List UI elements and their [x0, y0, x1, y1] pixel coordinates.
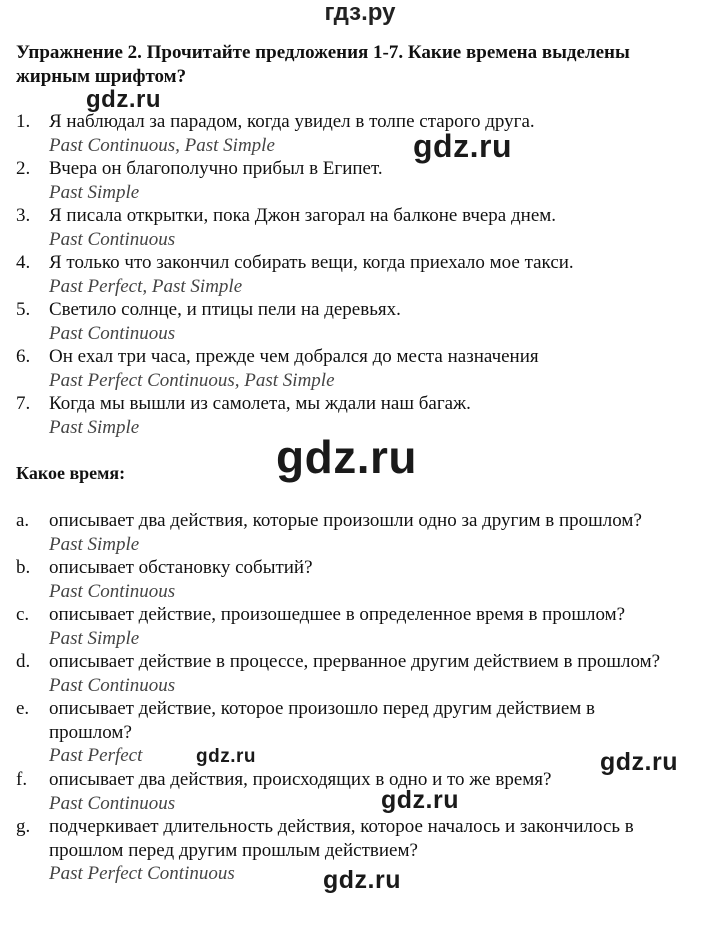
tense-answer: Past Perfect Continuous, Past Simple: [49, 369, 335, 391]
question-item: [16, 556, 712, 603]
question-letter: g.: [16, 816, 31, 837]
tense-answer: Past Simple: [49, 627, 140, 649]
tense-answer: Past Simple: [49, 533, 140, 555]
watermark: gdz.ru: [323, 866, 401, 894]
question-text: описывает два действия, происходящих в одно и то же время?: [49, 769, 552, 790]
site-header: гдз.ру: [324, 0, 396, 26]
section-subtitle: Какое время:: [16, 463, 126, 483]
sentence-item: [16, 298, 712, 345]
question-text: описывает два действия, которые произошли одно за другим в прошлом?: [49, 510, 642, 531]
question-item: [16, 697, 646, 768]
watermark: gdz.ru: [600, 748, 678, 776]
question-letter: d.: [16, 651, 31, 672]
question-text: подчеркивает длительность действия, которое началось и закончилось в прошлом перед другим прошлым действием?: [49, 816, 634, 861]
tense-answer: Past Continuous: [49, 674, 176, 696]
question-letter: b.: [16, 557, 31, 578]
question-text: описывает действие, которое произошло перед другим действием в прошлом?: [49, 698, 595, 743]
tense-answer: Past Perfect: [49, 745, 143, 766]
sentence-text: Он ехал три часа, прежде чем добрался до места назначения: [49, 346, 539, 367]
question-item: [16, 650, 712, 697]
question-text: описывает действие в процессе, прерванное другим действием в прошлом?: [49, 651, 661, 672]
sentence-text: Светило солнце, и птицы пели на деревьях.: [49, 299, 401, 320]
question-item: [16, 509, 712, 556]
question-letter: e.: [16, 698, 30, 719]
tense-answer: Past Continuous: [49, 792, 176, 814]
sentence-item: [16, 204, 712, 251]
sentence-item: [16, 110, 712, 157]
sentence-text: Я наблюдал за парадом, когда увидел в толпе старого друга.: [49, 111, 535, 132]
question-text: описывает действие, произошедшее в определенное время в прошлом?: [49, 604, 626, 625]
question-item: [16, 603, 712, 650]
sentence-text: Я писала открытки, пока Джон загорал на балконе вчера днем.: [49, 205, 557, 226]
sentence-item: [16, 157, 712, 204]
sentence-number: 6.: [16, 346, 31, 367]
sentence-text: Я только что закончил собирать вещи, когда приехало мое такси.: [49, 252, 574, 273]
tense-answer: Past Continuous: [49, 580, 176, 602]
question-letter: a.: [16, 510, 30, 531]
exercise-title: Упражнение 2. Прочитайте предложения 1-7. Какие времена выделены жирным шрифтом?: [16, 42, 630, 87]
watermark: gdz.ru: [413, 128, 512, 164]
tense-answer: Past Continuous: [49, 322, 176, 344]
tense-answer: Past Simple: [49, 181, 140, 203]
tense-answer: Past Continuous: [49, 228, 176, 250]
tense-answer: Past Continuous, Past Simple: [49, 134, 275, 156]
sentence-number: 7.: [16, 393, 31, 414]
question-letter: f.: [16, 769, 28, 790]
sentence-text: Когда мы вышли из самолета, мы ждали наш багаж.: [49, 393, 471, 414]
sentence-number: 1.: [16, 111, 31, 132]
sentence-number: 3.: [16, 205, 31, 226]
question-text: описывает обстановку событий?: [49, 557, 313, 578]
watermark: gdz.ru: [276, 431, 417, 483]
tense-answer: Past Perfect, Past Simple: [49, 275, 243, 297]
sentence-text: Вчера он благополучно прибыл в Египет.: [49, 158, 383, 179]
sentence-number: 4.: [16, 252, 31, 273]
sentence-number: 2.: [16, 158, 31, 179]
watermark: gdz.ru: [381, 786, 459, 814]
tense-answer: Past Simple: [49, 416, 140, 438]
question-letter: c.: [16, 604, 30, 625]
sentence-number: 5.: [16, 299, 31, 320]
watermark: gdz.ru: [86, 86, 161, 113]
sentence-item: [16, 251, 712, 298]
tense-answer: Past Perfect Continuous: [49, 863, 235, 884]
sentence-item: [16, 345, 712, 392]
watermark: gdz.ru: [196, 746, 256, 767]
